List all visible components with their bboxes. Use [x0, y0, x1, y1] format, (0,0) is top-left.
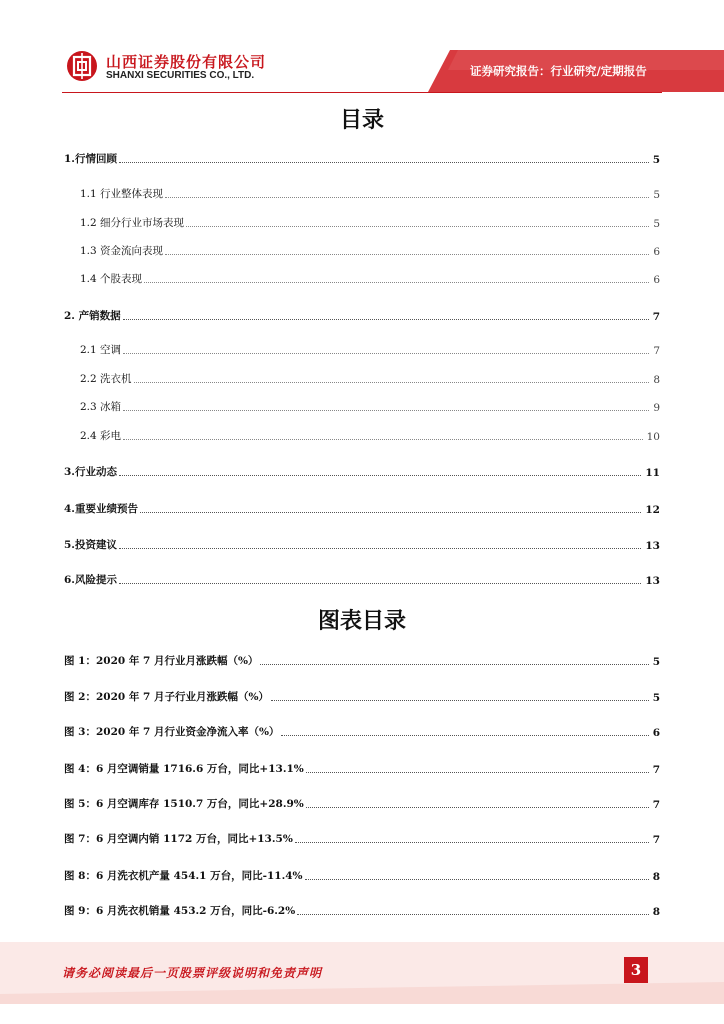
toc-title: 目录	[339, 108, 384, 133]
figure-entry[interactable]: 图 7：6 月空调内销 1172 万台，同比+13.5% 7	[64, 833, 660, 846]
page-header	[0, 0, 724, 100]
toc-entry[interactable]: 3.行业动态 11	[64, 466, 660, 479]
company-name-cn: 山西证券股份有限公司	[106, 53, 267, 71]
disclaimer-notice: 请务必阅读最后一页股票评级说明和免责声明	[62, 966, 323, 980]
figure-entry[interactable]: 图 9：6 月洗衣机销量 453.2 万台，同比-6.2% 8	[64, 905, 660, 918]
toc-entry[interactable]: 4.重要业绩预告 12	[64, 503, 660, 516]
figure-entry[interactable]: 图 2：2020 年 7 月子行业月涨跌幅（%） 5	[64, 691, 660, 704]
page-number: 3	[624, 957, 648, 983]
toc-entry[interactable]: 1.行情回顾 5	[64, 153, 660, 166]
toc-entry[interactable]: 1.3 资金流向表现 6	[80, 245, 660, 258]
figure-entry[interactable]: 图 8：6 月洗衣机产量 454.1 万台，同比-11.4% 8	[64, 870, 660, 883]
figure-entry[interactable]: 图 1：2020 年 7 月行业月涨跌幅（%） 5	[64, 655, 660, 668]
toc-entry[interactable]: 2.3 冰箱 9	[80, 401, 660, 414]
figure-entry[interactable]: 图 3：2020 年 7 月行业资金净流入率（%） 6	[64, 726, 660, 739]
figure-entry[interactable]: 图 5：6 月空调库存 1510.7 万台，同比+28.9% 7	[64, 798, 660, 811]
toc-entry[interactable]: 2.2 洗衣机 8	[80, 373, 660, 386]
company-name-en: SHANXI SECURITIES CO., LTD.	[106, 70, 255, 81]
figure-entry[interactable]: 图 4：6 月空调销量 1716.6 万台，同比+13.1% 7	[64, 763, 660, 776]
toc-entry[interactable]: 1.1 行业整体表现 5	[80, 188, 660, 201]
company-logo-icon	[66, 50, 98, 82]
figures-title: 图表目录	[317, 609, 406, 634]
toc-entry[interactable]: 1.4 个股表现 6	[80, 273, 660, 286]
toc-entry[interactable]: 5.投资建议 13	[64, 539, 660, 552]
header-divider	[62, 92, 662, 93]
toc-entry[interactable]: 2. 产销数据 7	[64, 310, 660, 323]
toc-entry[interactable]: 2.1 空调 7	[80, 344, 660, 357]
report-type: 证券研究报告：行业研究/定期报告	[470, 64, 647, 78]
toc-entry[interactable]: 6.风险提示 13	[64, 574, 660, 587]
toc-entry[interactable]: 1.2 细分行业市场表现 5	[80, 217, 660, 230]
toc-entry[interactable]: 2.4 彩电 10	[80, 430, 660, 443]
